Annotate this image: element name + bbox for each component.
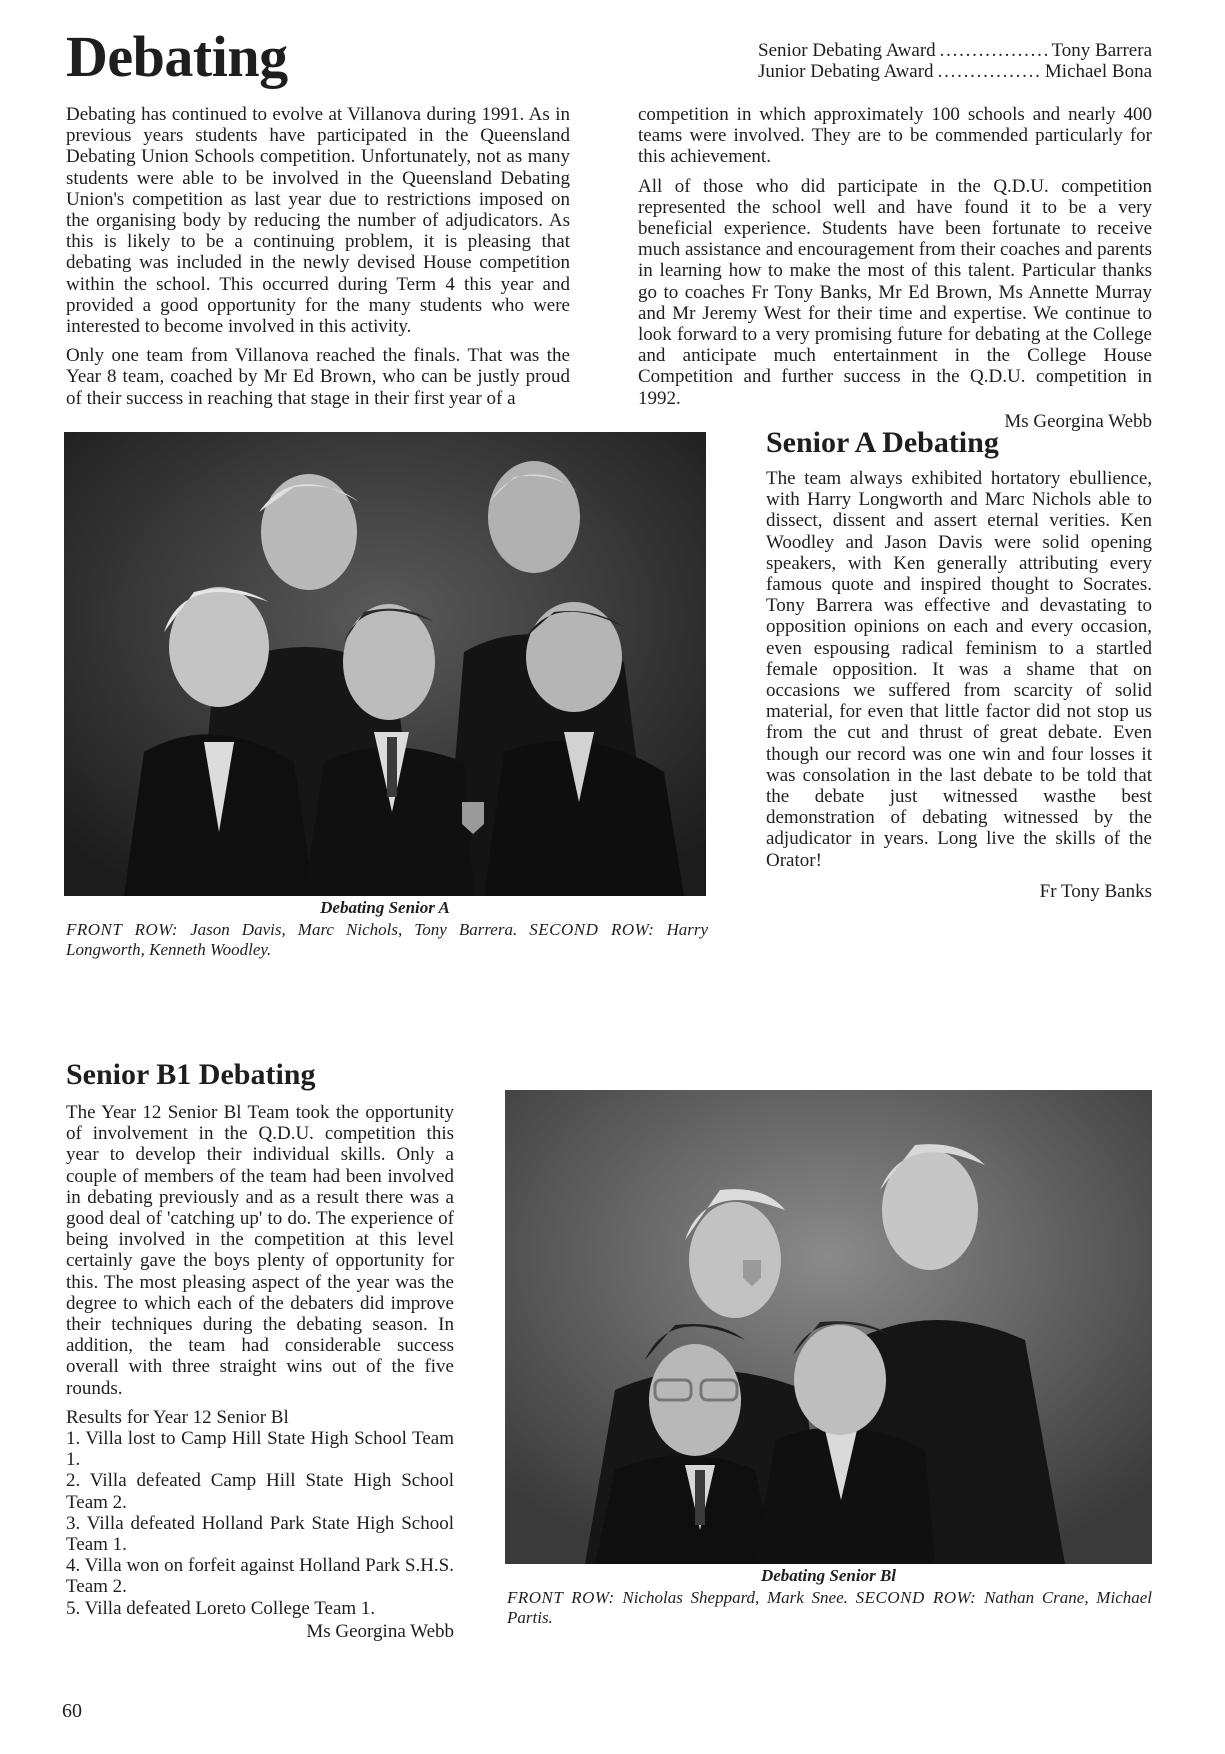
front-row-names: Nicholas Sheppard, Mark Snee. xyxy=(622,1588,848,1607)
leader-dots xyxy=(940,40,1048,61)
intro-signature: Ms Georgina Webb xyxy=(1004,410,1152,432)
senior-b1-team-photo xyxy=(505,1090,1152,1564)
award-winner: Tony Barrera xyxy=(1051,40,1152,61)
senior-a-caption-title: Debating Senior A xyxy=(320,898,450,917)
award-row xyxy=(758,40,1152,61)
page-title: Debating xyxy=(66,24,288,89)
results-title: Results for Year 12 Senior Bl xyxy=(66,1406,289,1428)
senior-b1-caption-title: Debating Senior Bl xyxy=(760,1566,897,1585)
senior-a-body: The team always exhibited hortatory ebullience, with Harry Longworth and Marc Nichols able to dissect, dissent and assert eternal verities. Ken Woodley and Jason Davis were solid opening speakers, with Ken generally attributing every famous quote and inspired thought to Socrates. Tony Barrera was effective and devastating to opposition opinions on each and every occasion, even espousing radical feminism to a startled female opposition. It was a shame that on occasions we suffered from scarcity of solid material, for even that little factor did not stop us from the cut and thrust of great debate. Even though our record was one win and four losses it was consolation in the last debate to be told that the debate just witnessed wasthe best demonstration of debating witnessed by the adjudicator in years. Long live the skills of the Orator! xyxy=(766,468,1152,871)
intro-column-2 xyxy=(638,104,1152,432)
intro-column-1 xyxy=(66,104,570,417)
award-label: Junior Debating Award xyxy=(758,61,934,82)
senior-b1-heading: Senior B1 Debating xyxy=(66,1058,316,1091)
senior-b1-body: The Year 12 Senior Bl Team took the opportunity of involvement in the Q.D.U. competition this year to develop their individual skills. Only a couple of members of the team had been involved in debating previously and as a result there was a good deal of 'catching up' to do. The experience of being involved in the competition at this level certainly gave the boys plenty of opportunity for this. The most pleasing aspect of the year was the degree to which each of the debaters did improve their techniques during the debating season. In addition, the team had considerable success overall with three straight wins out of the five rounds. xyxy=(66,1102,454,1399)
award-winner: Michael Bona xyxy=(1044,61,1152,82)
leader-dots xyxy=(938,61,1041,82)
awards-list xyxy=(758,40,1152,82)
photo-illustration xyxy=(64,432,706,896)
senior-a-caption xyxy=(66,920,708,960)
result-item: 2. Villa defeated Camp Hill State High School Team 2. xyxy=(66,1470,454,1513)
second-row-names: Nathan Crane, Michael Partis. xyxy=(507,1588,1153,1627)
intro-paragraph: competition in which approximately 100 schools and nearly 400 teams were involved. They are to be commended particularly for this achievement. xyxy=(638,104,1152,168)
award-label: Senior Debating Award xyxy=(758,40,936,61)
intro-paragraph: All of those who did participate in the Q.D.U. competition represented the school well and have found it to be a very beneficial experience. Students have been fortunate to receive much assistance and encouragement from their coaches and parents in learning how to make the most of this talent. Particular thanks go to coaches Fr Tony Banks, Mr Ed Brown, Ms Annette Murray and Mr Jeremy West for their time and expertise. We continue to look forward to a very promising future for debating at the College and anticipate much entertainment in the College House Competition and further success in the Q.D.U. competition in 1992. xyxy=(638,175,1152,409)
intro-paragraph: Only one team from Villanova reached the finals. That was the Year 8 team, coached by Mr Ed Brown, who can be justly proud of their success in reaching that stage in their first year of a xyxy=(66,345,570,409)
result-item: 4. Villa won on forfeit against Holland Park S.H.S. Team 2. xyxy=(66,1555,454,1598)
second-row-names: Harry Longworth, Kenneth Woodley. xyxy=(66,920,709,959)
results-list xyxy=(66,1407,454,1619)
front-row-names: Jason Davis, Marc Nichols, Tony Barrera. xyxy=(190,920,518,939)
result-item: 5. Villa defeated Loreto College Team 1. xyxy=(66,1597,376,1619)
front-row-label: FRONT ROW: xyxy=(507,1588,615,1607)
photo-illustration xyxy=(505,1090,1152,1564)
second-row-label: SECOND ROW: xyxy=(855,1588,977,1607)
senior-a-signature: Fr Tony Banks xyxy=(1039,880,1152,902)
senior-b1-body-column xyxy=(66,1102,454,1642)
intro-paragraph: Debating has continued to evolve at Villanova during 1991. As in previous years students have participated in the Queensland Debating Union Schools competition. Unfortunately, not as many students were able to be involved in the Queensland Debating Union's competition as last year due to restrictions imposed on the organising body by reducing the number of adjudicators. As this is likely to be a continuing problem, it is pleasing that debating was included in the newly devised House competition within the school. This occurred during Term 4 this year and provided a good opportunity for the many students who were interested to become involved in this activity. xyxy=(66,104,570,338)
senior-b1-signature: Ms Georgina Webb xyxy=(306,1620,454,1642)
second-row-label: SECOND ROW: xyxy=(529,920,655,939)
result-item: 3. Villa defeated Holland Park State High School Team 1. xyxy=(66,1512,454,1556)
senior-a-team-photo xyxy=(64,432,706,896)
front-row-label: FRONT ROW: xyxy=(66,920,178,939)
senior-b1-caption xyxy=(507,1588,1152,1628)
senior-a-body-column xyxy=(766,468,1152,902)
page-number: 60 xyxy=(62,1700,82,1722)
result-item: 1. Villa lost to Camp Hill State High School Team 1. xyxy=(66,1428,454,1471)
award-row xyxy=(758,61,1152,82)
senior-a-heading: Senior A Debating xyxy=(766,426,999,459)
